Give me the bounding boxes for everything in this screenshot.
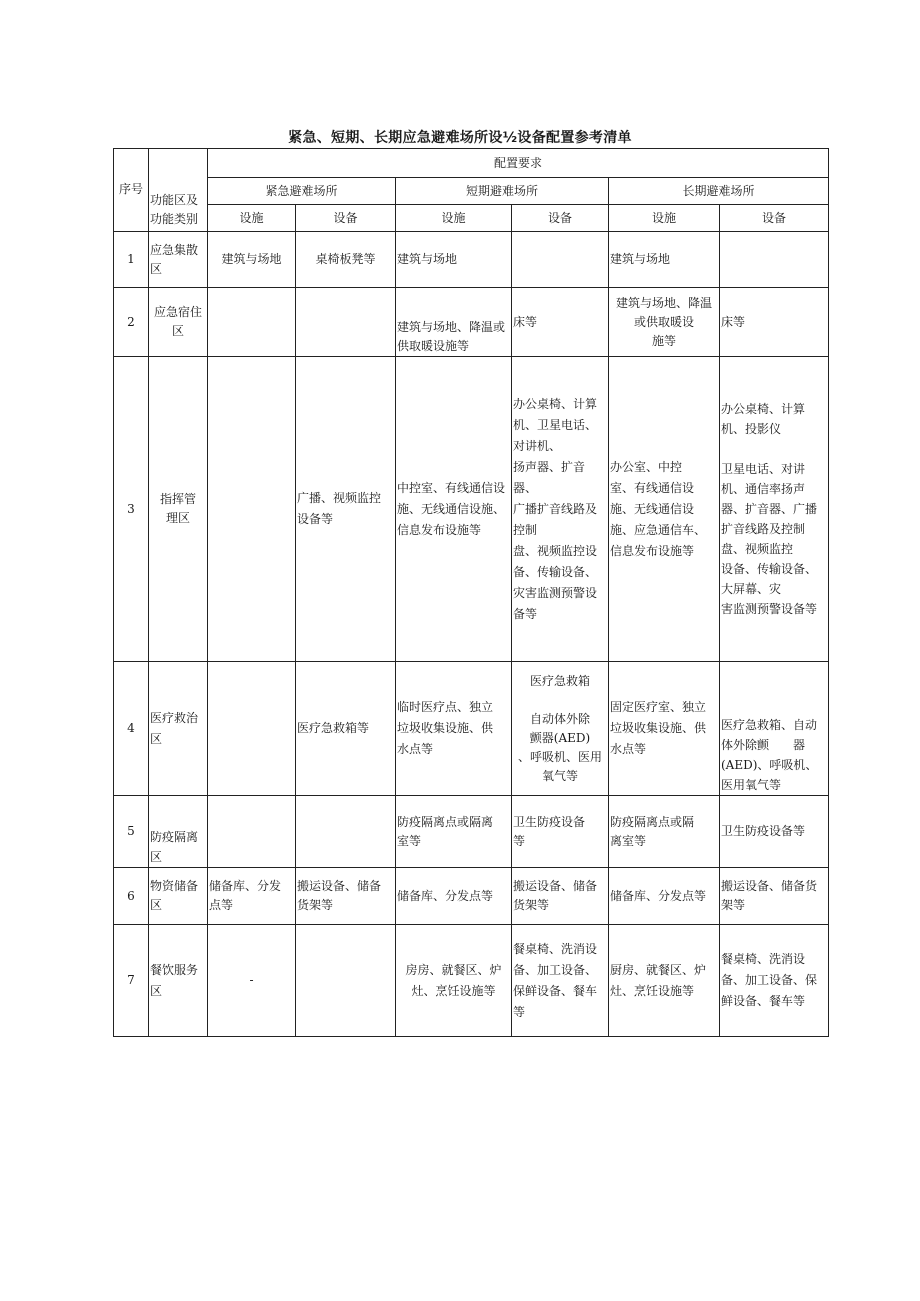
header-row-site-types	[114, 178, 829, 205]
table-row	[114, 925, 829, 1037]
long-term-equipment: 医疗急救箱、自动 体外除颤 器 (AED)、呼吸机、 医用氧气等	[720, 662, 829, 796]
short-term-facility: 临时医疗点、独立 垃圾收集设施、供 水点等	[396, 662, 512, 796]
long-term-equipment: 卫生防疫设备等	[720, 796, 829, 868]
row-category: 应急宿住 区	[149, 288, 208, 357]
emergency-facility: -	[208, 925, 296, 1037]
short-term-facility: 建筑与场地、降温或 供取暖设施等	[396, 288, 512, 357]
long-term-facility: 建筑与场地、降温 或供取暖设 施等	[609, 288, 720, 357]
long-term-facility: 固定医疗室、独立 垃圾收集设施、供 水点等	[609, 662, 720, 796]
row-category: 应急集散 区	[149, 232, 208, 288]
row-category: 指挥管 理区	[149, 357, 208, 662]
emergency-facility	[208, 662, 296, 796]
emergency-equipment: 广播、视频监控 设备等	[296, 357, 396, 662]
header-emergency: 紧急避难场所	[208, 178, 396, 205]
header-row-columns	[114, 205, 829, 232]
emergency-equipment	[296, 796, 396, 868]
page-title: 紧急、短期、长期应急避难场所设½设备配置参考清单	[288, 130, 632, 146]
row-number: 5	[114, 796, 149, 868]
short-term-equipment: 床等	[512, 288, 609, 357]
long-term-equipment: 办公桌椅、计算 机、投影仪 卫星电话、对讲 机、通信率扬声 器、扩音器、广播 扩音线路及控制 盘、视频监控 设备、传输设备、 大屏幕、灾 害监测预警设备等	[720, 357, 829, 662]
table-row	[114, 357, 829, 662]
emergency-equipment	[296, 925, 396, 1037]
short-term-equipment: 餐桌椅、洗消设 备、加工设备、 保鲜设备、餐车 等	[512, 925, 609, 1037]
short-term-facility: 防疫隔离点或隔离 室等	[396, 796, 512, 868]
emergency-facility	[208, 796, 296, 868]
emergency-facility	[208, 357, 296, 662]
table-row	[114, 868, 829, 925]
short-term-facility: 建筑与场地	[396, 232, 512, 288]
short-term-facility: 中控室、有线通信设 施、无线通信设施、 信息发布设施等	[396, 357, 512, 662]
row-category: 物资储备 区	[149, 868, 208, 925]
table-row	[114, 796, 829, 868]
table-row	[114, 662, 829, 796]
header-long-term: 长期避难场所	[609, 178, 829, 205]
emergency-equipment: 搬运设备、储备 货架等	[296, 868, 396, 925]
long-term-facility: 厨房、就餐区、炉 灶、烹饪设施等	[609, 925, 720, 1037]
long-term-facility: 储备库、分发点等	[609, 868, 720, 925]
config-table	[113, 148, 829, 1037]
header-config: 配置要求	[208, 149, 829, 178]
row-number: 7	[114, 925, 149, 1037]
short-term-equipment: 医疗急救箱 自动体外除 颤器(AED) 、呼吸机、医用 氧气等	[512, 662, 609, 796]
row-category: 防疫隔离 区	[149, 796, 208, 868]
header-seq: 序号	[114, 149, 149, 232]
short-term-equipment	[512, 232, 609, 288]
emergency-facility: 储备库、分发 点等	[208, 868, 296, 925]
header-equipment: 设备	[720, 205, 829, 232]
row-number: 6	[114, 868, 149, 925]
row-category: 餐饮服务 区	[149, 925, 208, 1037]
long-term-facility: 办公室、中控 室、有线通信设 施、无线通信设 施、应急通信车、 信息发布设施等	[609, 357, 720, 662]
short-term-facility: 房房、就餐区、炉 灶、烹饪设施等	[396, 925, 512, 1037]
header-short-term: 短期避难场所	[396, 178, 609, 205]
long-term-facility: 建筑与场地	[609, 232, 720, 288]
row-number: 2	[114, 288, 149, 357]
header-category: 功能区及 功能类别	[149, 149, 208, 232]
short-term-equipment: 卫生防疫设备 等	[512, 796, 609, 868]
long-term-facility: 防疫隔离点或隔 离室等	[609, 796, 720, 868]
short-term-equipment: 办公桌椅、计算 机、卫星电话、 对讲机、 扬声器、扩音器、 广播扩音线路及 控制 盘、视频监控设 备、传输设备、 灾害监测预警设 备等	[512, 357, 609, 662]
row-number: 4	[114, 662, 149, 796]
emergency-equipment: 桌椅板凳等	[296, 232, 396, 288]
long-term-equipment: 餐桌椅、洗消设 备、加工设备、保 鲜设备、餐车等	[720, 925, 829, 1037]
short-term-equipment: 搬运设备、储备 货架等	[512, 868, 609, 925]
emergency-facility: 建筑与场地	[208, 232, 296, 288]
row-category: 医疗救治 区	[149, 662, 208, 796]
header-row-config	[114, 149, 829, 178]
header-facility: 设施	[208, 205, 296, 232]
long-term-equipment: 床等	[720, 288, 829, 357]
long-term-equipment	[720, 232, 829, 288]
long-term-equipment: 搬运设备、储备货 架等	[720, 868, 829, 925]
table-row	[114, 232, 829, 288]
row-number: 3	[114, 357, 149, 662]
emergency-equipment	[296, 288, 396, 357]
emergency-equipment: 医疗急救箱等	[296, 662, 396, 796]
header-equipment: 设备	[296, 205, 396, 232]
emergency-facility	[208, 288, 296, 357]
short-term-facility: 储备库、分发点等	[396, 868, 512, 925]
header-facility: 设施	[396, 205, 512, 232]
table-row	[114, 288, 829, 357]
row-number: 1	[114, 232, 149, 288]
header-equipment: 设备	[512, 205, 609, 232]
header-facility: 设施	[609, 205, 720, 232]
